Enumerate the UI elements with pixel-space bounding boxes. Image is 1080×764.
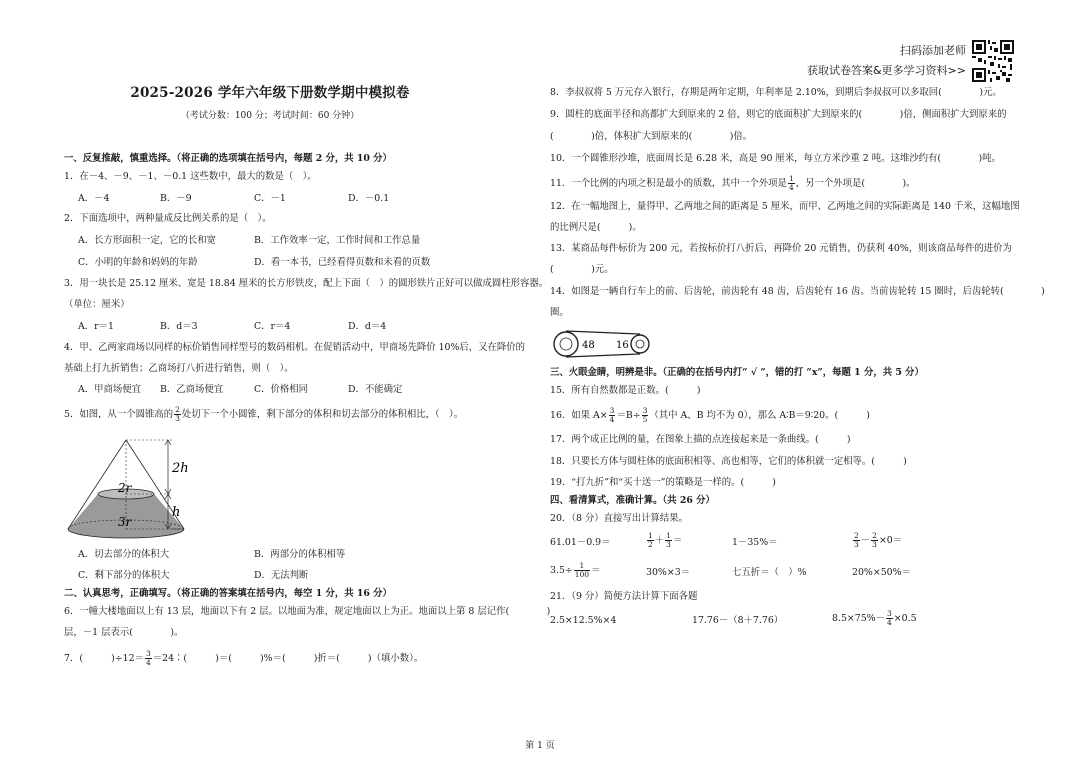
fig-label-h: h [172, 505, 181, 520]
q16-frac2-den: 5 [642, 415, 648, 424]
q7-fraction [145, 650, 152, 667]
q20-r1c4-n1: 2 [854, 531, 859, 540]
q20-r2c1-num: 1 [574, 562, 590, 571]
q20-stem: 20．（8 分）直接写出计算结果。 [550, 513, 689, 524]
q16-frac1-den: 4 [609, 415, 615, 424]
promo-line-1: 扫码添加老师 [900, 44, 966, 57]
q11 [550, 175, 916, 192]
q16 [550, 407, 870, 424]
section-4-heading: 四、看清算式，准确计算。（共 26 分） [550, 495, 715, 506]
q2-option-c: C．小明的年龄和妈妈的年龄 [78, 257, 198, 268]
q4-option-a: A．甲商场便宜 [78, 384, 142, 395]
q10: 10．一个圆锥形沙堆，底面周长是 6.28 米，高是 90 厘米，每立方米沙重 2 吨。这堆沙约有( )吨。 [550, 153, 1001, 164]
gear-figure [550, 328, 656, 360]
q20-r1c3: 1－35%＝ [732, 537, 778, 548]
q5-stem [64, 406, 463, 423]
q3-option-d: D．d＝4 [348, 321, 387, 332]
q11-frac-num: 1 [788, 174, 794, 183]
q5-stem-pre: 5．如图，从一个圆锥高的 [64, 409, 174, 420]
q7 [64, 650, 423, 667]
q16-fraction-2 [642, 407, 649, 424]
q20-r1c4-frac-2 [871, 532, 878, 549]
q11-pre: 11．一个比例的内项之积是最小的质数，其中一个外项是 [550, 178, 787, 189]
q7-frac-num: 3 [145, 649, 151, 658]
q6-line-1: 6．一幢大楼地面以上有 13 层，地面以下有 2 层。以地面为准，规定地面以上为正。地面以上第 8 层记作( ) [64, 606, 551, 617]
q2-option-a: A．长方形面积一定，它的长和宽 [78, 235, 217, 246]
q20-r1c4-frac-1 [853, 532, 860, 549]
section-2-heading: 二、认真思考，正确填写。（将正确的答案填在括号内，每空 1 分，共 16 分） [64, 588, 392, 599]
q8: 8．李叔叔将 5 万元存入银行，存期是两年定期，年利率是 2.10%，到期后李叔叔可以多取回( )元。 [550, 87, 1002, 98]
q6-line-2: 层，－1 层表示( )。 [64, 627, 184, 638]
q3-option-a: A．r＝1 [78, 321, 114, 332]
section-3-heading: 三、火眼金睛，明辨是非。（正确的在括号内打“ √ ”，错的打 “x”，每题 1 分，共 5 分） [550, 367, 924, 378]
gear-label-16: 16 [616, 340, 629, 351]
q5-frac-num: 2 [175, 405, 180, 414]
q11-fraction [788, 175, 795, 192]
q20-r2c4: 20%×50%＝ [852, 567, 911, 578]
q20-r1c1: 61.01－0.9＝ [550, 537, 611, 548]
q2-stem: 2．下面选项中，两种量成反比例关系的是（ ）。 [64, 213, 272, 224]
q21-e3-num: 3 [886, 609, 892, 618]
q21-e3-den: 4 [886, 618, 892, 627]
q20-r2c1 [550, 562, 600, 579]
q21-e3-frac [886, 610, 893, 627]
q4-stem-2: 基础上打九折销售；乙商场打八折进行销售，则（ ）。 [64, 363, 294, 374]
q20-r2c1-den: 100 [574, 570, 590, 579]
q5-fraction [174, 406, 181, 423]
page-footer: 第 1 页 [525, 741, 555, 751]
q5-stem-post: 处切下一个小圆锥，剩下部分的体积和切去部分的体积相比，（ ）。 [181, 409, 464, 420]
q7-pre: 7．( )÷12＝ [64, 653, 144, 664]
q3-option-b: B．d＝3 [160, 321, 198, 332]
q5-frac-den: 3 [175, 414, 180, 423]
q9-line-2: ( )倍，体积扩大到原来的( )倍。 [550, 131, 753, 142]
q4-option-c: C．价格相同 [254, 384, 309, 395]
q20-r1c2-eq: ＝ [672, 535, 683, 546]
q21-expr-2: 17.76－（8＋7.76） [692, 615, 784, 626]
q5-option-b: B．两部分的体积相等 [254, 549, 346, 560]
q2-option-d: D．看一本书，已经看得页数和未看的页数 [254, 257, 431, 268]
q4-stem: 4．甲、乙两家商场以同样的标价销售同样型号的数码相机。在促销活动中，甲商场先降价 10%后，又在降价的 [64, 342, 526, 353]
q4-option-b: B．乙商场便宜 [160, 384, 224, 395]
q15: 15．所有自然数都是正数。( ) [550, 385, 701, 396]
q4-option-d: D．不能确定 [348, 384, 403, 395]
q20-r2c1-pre: 3.5÷ [550, 565, 573, 576]
q7-frac-den: 4 [145, 658, 151, 667]
qr-code-icon[interactable] [972, 40, 1014, 82]
q21-stem: 21．（9 分）简便方法计算下面各题 [550, 591, 698, 602]
section-1-heading: 一、反复推敲，慎重选择。（将正确的选项填在括号内，每题 2 分，共 10 分） [64, 153, 392, 164]
q20-r1c2-d2: 3 [666, 540, 671, 549]
q20-r1c4-n2: 2 [872, 531, 877, 540]
q21-expr-1: 2.5×12.5%×4 [550, 615, 617, 626]
q14-line-1: 14．如图是一辆自行车上的前、后齿轮，前齿轮有 48 齿，后齿轮有 16 齿。当前齿轮转 15 圈时，后齿轮转( ) [550, 286, 1045, 297]
q20-r1c2-op: ＋ [654, 535, 665, 546]
q20-r1c4-d1: 3 [854, 540, 859, 549]
q1-option-c: C．－1 [254, 193, 286, 204]
q20-r2c3: 七五折＝（ ）% [732, 567, 807, 578]
q11-frac-den: 4 [788, 183, 794, 192]
q20-r2c2: 30%×3＝ [646, 567, 691, 578]
q14-line-2: 圈。 [550, 307, 569, 318]
fig-label-2r: 2r [118, 481, 132, 495]
q20-r1c2 [646, 532, 682, 549]
q17: 17．两个成正比例的量，在图象上描的点连接起来是一条曲线。( ) [550, 434, 851, 445]
q12-line-2: 的比例尺是( )。 [550, 222, 642, 233]
q3-stem: 3．用一块长是 25.12 厘米、宽是 18.84 厘米的长方形铁皮，配上下面（ ）的圆形铁片正好可以做成圆柱形容器。 [64, 278, 549, 289]
q21-e3-post: ×0.5 [893, 613, 917, 624]
q16-frac2-num: 3 [642, 406, 648, 415]
q5-option-c: C．剩下部分的体积大 [78, 570, 170, 581]
page-title: 2025-2026 学年六年级下册数学期中模拟卷 [130, 85, 410, 101]
q1-option-a: A．－4 [78, 193, 110, 204]
q20-r1c4-op: － [860, 535, 871, 546]
q3-stem-2: （单位：厘米） [64, 299, 130, 310]
q20-r1c4 [852, 532, 902, 549]
q16-pre: 16．如果 A× [550, 410, 608, 421]
fig-label-2h: 2h [172, 461, 189, 476]
fig-label-3r: 3r [118, 515, 132, 529]
q1-stem: 1．在－4、－9、－1、－0.1 这些数中，最大的数是（ ）。 [64, 171, 317, 182]
q18: 18．只要长方体与圆柱体的底面积相等、高也相等，它们的体积就一定相等。( ) [550, 456, 907, 467]
cone-figure [60, 434, 200, 544]
q12-line-1: 12．在一幅地图上，量得甲、乙两地之间的距离是 5 厘米，而甲、乙两地之间的实际距离是 140 千米，这幅地图 [550, 201, 1020, 212]
q20-r1c2-frac-2 [665, 532, 672, 549]
q20-r1c4-post: ×0＝ [878, 535, 903, 546]
q20-r1c2-d1: 2 [648, 540, 653, 549]
q1-option-b: B．－9 [160, 193, 192, 204]
q2-option-b: B．工作效率一定，工作时间和工作总量 [254, 235, 421, 246]
q13-line-1: 13．某商品每件标价为 200 元，若按标价打八折后，再降价 20 元销售，仍获利 40%，则该商品每件的进价为 [550, 243, 1012, 254]
q7-post: ＝24∶( )＝( )%＝( )折＝( )（填小数）。 [152, 653, 424, 664]
q20-r1c2-n1: 1 [648, 531, 653, 540]
q5-option-a: A．切去部分的体积大 [78, 549, 170, 560]
q20-r2c1-post: ＝ [591, 565, 601, 576]
q11-post: ，另一个外项是( )。 [795, 178, 916, 189]
q20-r1c4-d2: 3 [872, 540, 877, 549]
q16-mid: ＝B÷ [616, 410, 641, 421]
q3-option-c: C．r＝4 [254, 321, 291, 332]
q20-r1c2-frac-1 [647, 532, 654, 549]
q5-option-d: D．无法判断 [254, 570, 309, 581]
q16-fraction-1 [609, 407, 616, 424]
page-subtitle: （考试分数：100 分；考试时间：60 分钟） [180, 111, 360, 121]
q1-option-d: D．－0.1 [348, 193, 390, 204]
q20-r2c1-frac [574, 562, 590, 579]
q13-line-2: ( )元。 [550, 264, 614, 275]
promo-line-2: 获取试卷答案&更多学习资料>> [806, 64, 966, 77]
q20-r1c2-n2: 1 [666, 531, 671, 540]
q19: 19．“打九折”和“买十送一”的策略是一样的。( ) [550, 477, 776, 488]
q21-expr-3 [832, 610, 917, 627]
q16-post: （其中 A、B 均不为 0），那么 A∶B＝9∶20。( ) [649, 410, 870, 421]
gear-label-48: 48 [582, 340, 595, 351]
q21-e3-pre: 8.5×75%－ [832, 613, 885, 624]
q9-line-1: 9．圆柱的底面半径和高都扩大到原来的 2 倍，则它的底面积扩大到原来的( )倍，侧面积扩大到原来的 [550, 109, 1007, 120]
q16-frac1-num: 3 [609, 406, 615, 415]
